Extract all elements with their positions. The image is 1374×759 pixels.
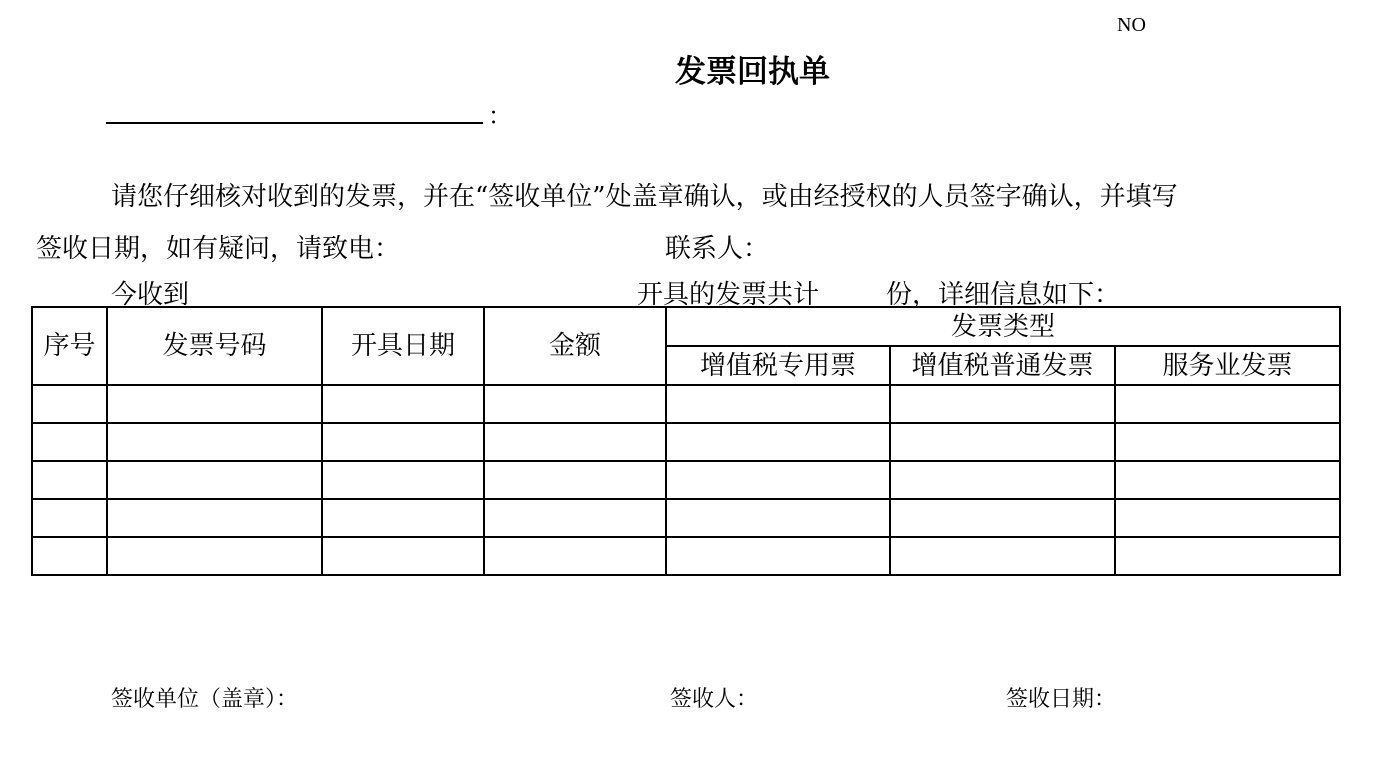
table-cell[interactable] xyxy=(890,385,1115,423)
table-cell[interactable] xyxy=(32,385,107,423)
table-cell[interactable] xyxy=(890,499,1115,537)
table-cell[interactable] xyxy=(107,385,322,423)
table-cell[interactable] xyxy=(484,423,666,461)
table-cell[interactable] xyxy=(322,461,484,499)
table-cell[interactable] xyxy=(890,423,1115,461)
table-row xyxy=(32,537,1340,575)
header-service-invoice: 服务业发票 xyxy=(1115,346,1340,385)
header-invoice-number: 发票号码 xyxy=(107,307,322,385)
table-cell[interactable] xyxy=(32,461,107,499)
table-cell[interactable] xyxy=(666,461,890,499)
received-from-label: 今收到 xyxy=(111,280,190,310)
header-invoice-type: 发票类型 xyxy=(666,307,1340,346)
sign-unit-label: 签收单位（盖章）： xyxy=(111,687,299,712)
table-header-row xyxy=(32,307,1340,346)
table-cell[interactable] xyxy=(666,537,890,575)
instruction-paragraph-line1: 请您仔细核对收到的发票，并在“签收单位”处盖章确认，或由经授权的人员签字确认，并填写 xyxy=(111,182,1178,212)
table-cell[interactable] xyxy=(322,423,484,461)
table-row xyxy=(32,385,1340,423)
table-cell[interactable] xyxy=(322,537,484,575)
table-cell[interactable] xyxy=(484,385,666,423)
invoice-count-label: 开具的发票共计 xyxy=(637,280,820,310)
page-title: 发票回执单 xyxy=(675,54,830,90)
signer-label: 签收人： xyxy=(670,687,759,712)
header-vat-general: 增值税普通发票 xyxy=(890,346,1115,385)
instruction-paragraph-line2: 签收日期，如有疑问，请致电： xyxy=(36,234,401,264)
table-cell[interactable] xyxy=(1115,461,1340,499)
table-cell[interactable] xyxy=(484,499,666,537)
table-cell[interactable] xyxy=(890,537,1115,575)
table-cell[interactable] xyxy=(107,461,322,499)
recipient-colon: ： xyxy=(488,102,512,130)
table-cell[interactable] xyxy=(107,499,322,537)
table-row xyxy=(32,423,1340,461)
sign-date-label: 签收日期： xyxy=(1006,687,1117,712)
table-cell[interactable] xyxy=(322,499,484,537)
table-cell[interactable] xyxy=(1115,537,1340,575)
table-cell[interactable] xyxy=(32,423,107,461)
invoice-table xyxy=(31,306,1341,576)
table-cell[interactable] xyxy=(1115,499,1340,537)
table-row xyxy=(32,461,1340,499)
table-cell[interactable] xyxy=(666,499,890,537)
table-cell[interactable] xyxy=(1115,385,1340,423)
table-cell[interactable] xyxy=(32,537,107,575)
table-cell[interactable] xyxy=(666,385,890,423)
table-cell[interactable] xyxy=(32,499,107,537)
contact-person-label: 联系人： xyxy=(665,234,770,264)
table-body xyxy=(32,385,1340,575)
header-issue-date: 开具日期 xyxy=(322,307,484,385)
table-cell[interactable] xyxy=(1115,423,1340,461)
table-cell[interactable] xyxy=(107,537,322,575)
table-cell[interactable] xyxy=(666,423,890,461)
table-cell[interactable] xyxy=(890,461,1115,499)
header-vat-special: 增值税专用票 xyxy=(666,346,890,385)
table-cell[interactable] xyxy=(322,385,484,423)
table-row xyxy=(32,499,1340,537)
recipient-blank-line[interactable] xyxy=(106,122,483,124)
invoice-count-suffix: 份，详细信息如下： xyxy=(886,280,1121,310)
header-seq: 序号 xyxy=(32,307,107,385)
document-number-label: NO xyxy=(1117,14,1146,36)
table-cell[interactable] xyxy=(484,537,666,575)
table-cell[interactable] xyxy=(484,461,666,499)
header-amount: 金额 xyxy=(484,307,666,385)
table-cell[interactable] xyxy=(107,423,322,461)
